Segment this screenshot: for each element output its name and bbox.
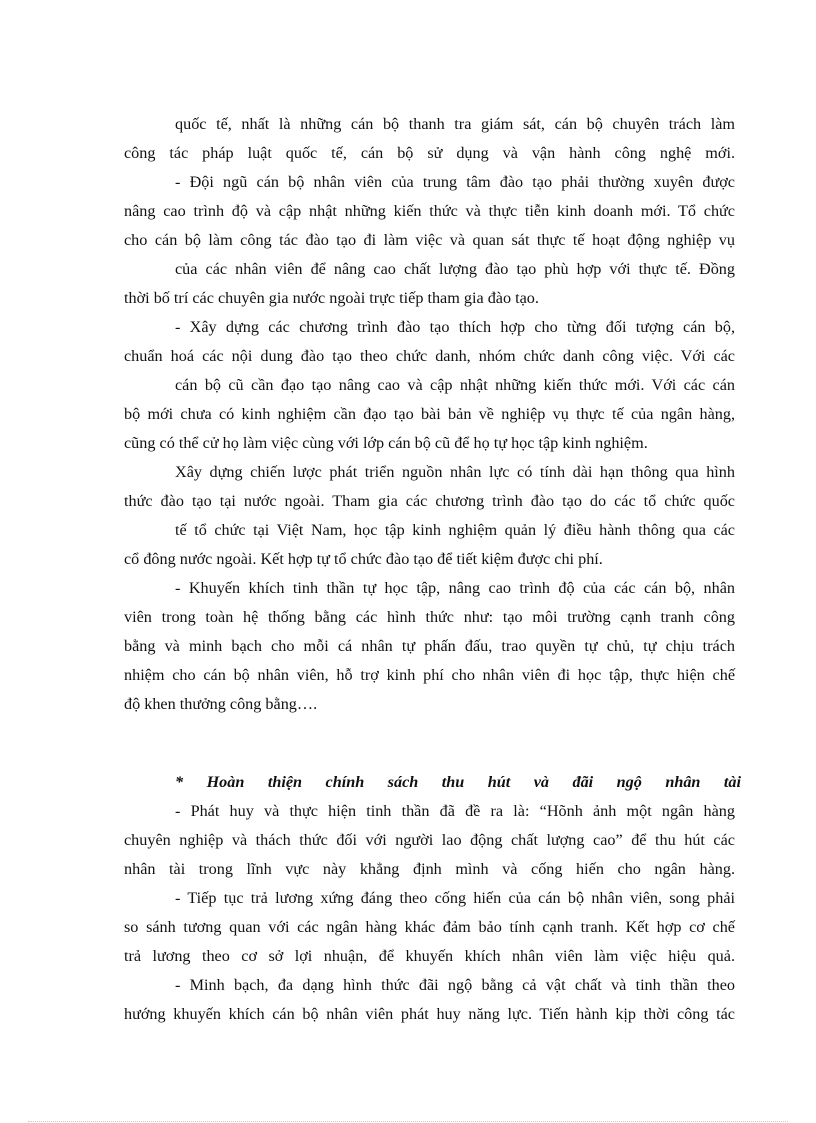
text-line: thời bố trí các chuyên gia nước ngoài trực tiếp tham gia đào tạo.	[124, 289, 539, 307]
text-line: bộ mới chưa có kinh nghiệm cần đạo tạo bài bản về nghiệp vụ thực tế của ngân hàng,	[124, 405, 735, 423]
text-line: quốc tế, nhất là những cán bộ thanh tra giám sát, cán bộ chuyên trách làm	[175, 115, 735, 133]
text-line: tế tổ chức tại Việt Nam, học tập kinh nghiệm quản lý điều hành thông qua các	[175, 521, 735, 539]
text-line: - Tiếp tục trả lương xứng đáng theo cống hiến của cán bộ nhân viên, song phải	[175, 889, 735, 907]
text-line: cán bộ cũ cần đạo tạo nâng cao và cập nhật những kiến thức mới. Với các cán	[175, 376, 735, 394]
text-line: thức đào tạo tại nước ngoài. Tham gia các chương trình đào tạo do các tổ chức quốc	[124, 492, 735, 510]
text-line: - Khuyến khích tinh thần tự học tập, nâng cao trình độ của các cán bộ, nhân	[175, 579, 735, 597]
text-line: bằng và minh bạch cho mỗi cá nhân tự phấn đấu, trao quyền tự chủ, tự chịu trách	[124, 637, 735, 655]
text-line: - Phát huy và thực hiện tinh thần đã đề ra là: “Hõnh ảnh một ngân hàng	[175, 802, 735, 820]
text-line: cũng có thể cử họ làm việc cùng với lớp cán bộ cũ để họ tự học tập kinh nghiệm.	[124, 434, 648, 452]
text-line: so sánh tương quan với các ngân hàng khác đảm bảo tính cạnh tranh. Kết hợp cơ chế	[124, 918, 735, 936]
text-line: - Minh bạch, đa dạng hình thức đãi ngộ bằng cả vật chất và tinh thần theo	[175, 976, 735, 994]
text-line: - Xây dựng các chương trình đào tạo thích hợp cho từng đối tượng cán bộ,	[175, 318, 735, 336]
text-line: công tác pháp luật quốc tế, cán bộ sử dụng và vận hành công nghệ mới.	[124, 144, 735, 162]
text-line: hướng khuyến khích cán bộ nhân viên phát huy năng lực. Tiến hành kịp thời công tác	[124, 1005, 735, 1023]
text-line: Xây dựng chiến lược phát triển nguồn nhân lực có tính dài hạn thông qua hình	[175, 463, 735, 481]
text-line: cổ đông nước ngoài. Kết hợp tự tổ chức đào tạo để tiết kiệm được chi phí.	[124, 550, 603, 568]
text-line: - Đội ngũ cán bộ nhân viên của trung tâm đào tạo phải thường xuyên được	[175, 173, 735, 191]
text-line: nhân tài trong lĩnh vực này khẳng định mình và cống hiến cho ngân hàng.	[124, 860, 735, 878]
text-line: viên trong toàn hệ thống bằng các hình thức như: tạo môi trường cạnh tranh công	[124, 608, 735, 626]
text-line: nâng cao trình độ và cập nhật những kiến thức và thực tiễn kinh doanh mới. Tổ chức	[124, 202, 735, 220]
text-line: độ khen thưởng công bằng….	[124, 695, 318, 713]
text-line: nhiệm cho cán bộ nhân viên, hỗ trợ kinh phí cho nhân viên đi học tập, thực hiện chế	[124, 666, 735, 684]
section-heading: * Hoàn thiện chính sách thu hút và đãi ngộ nhân tài	[175, 773, 741, 791]
page-bottom-divider	[28, 1121, 788, 1122]
text-line: chuyên nghiệp và thách thức đối với người lao động chất lượng cao” để thu hút các	[124, 831, 735, 849]
text-line: của các nhân viên để nâng cao chất lượng đào tạo phù hợp với thực tế. Đồng	[175, 260, 735, 278]
text-line: trả lương theo cơ sở lợi nhuận, để khuyến khích nhân viên làm việc hiệu quả.	[124, 947, 735, 965]
text-line: chuẩn hoá các nội dung đào tạo theo chức danh, nhóm chức danh công việc. Với các	[124, 347, 735, 365]
text-line: cho cán bộ làm công tác đào tạo đi làm việc và quan sát thực tế hoạt động nghiệp vụ	[124, 231, 735, 249]
